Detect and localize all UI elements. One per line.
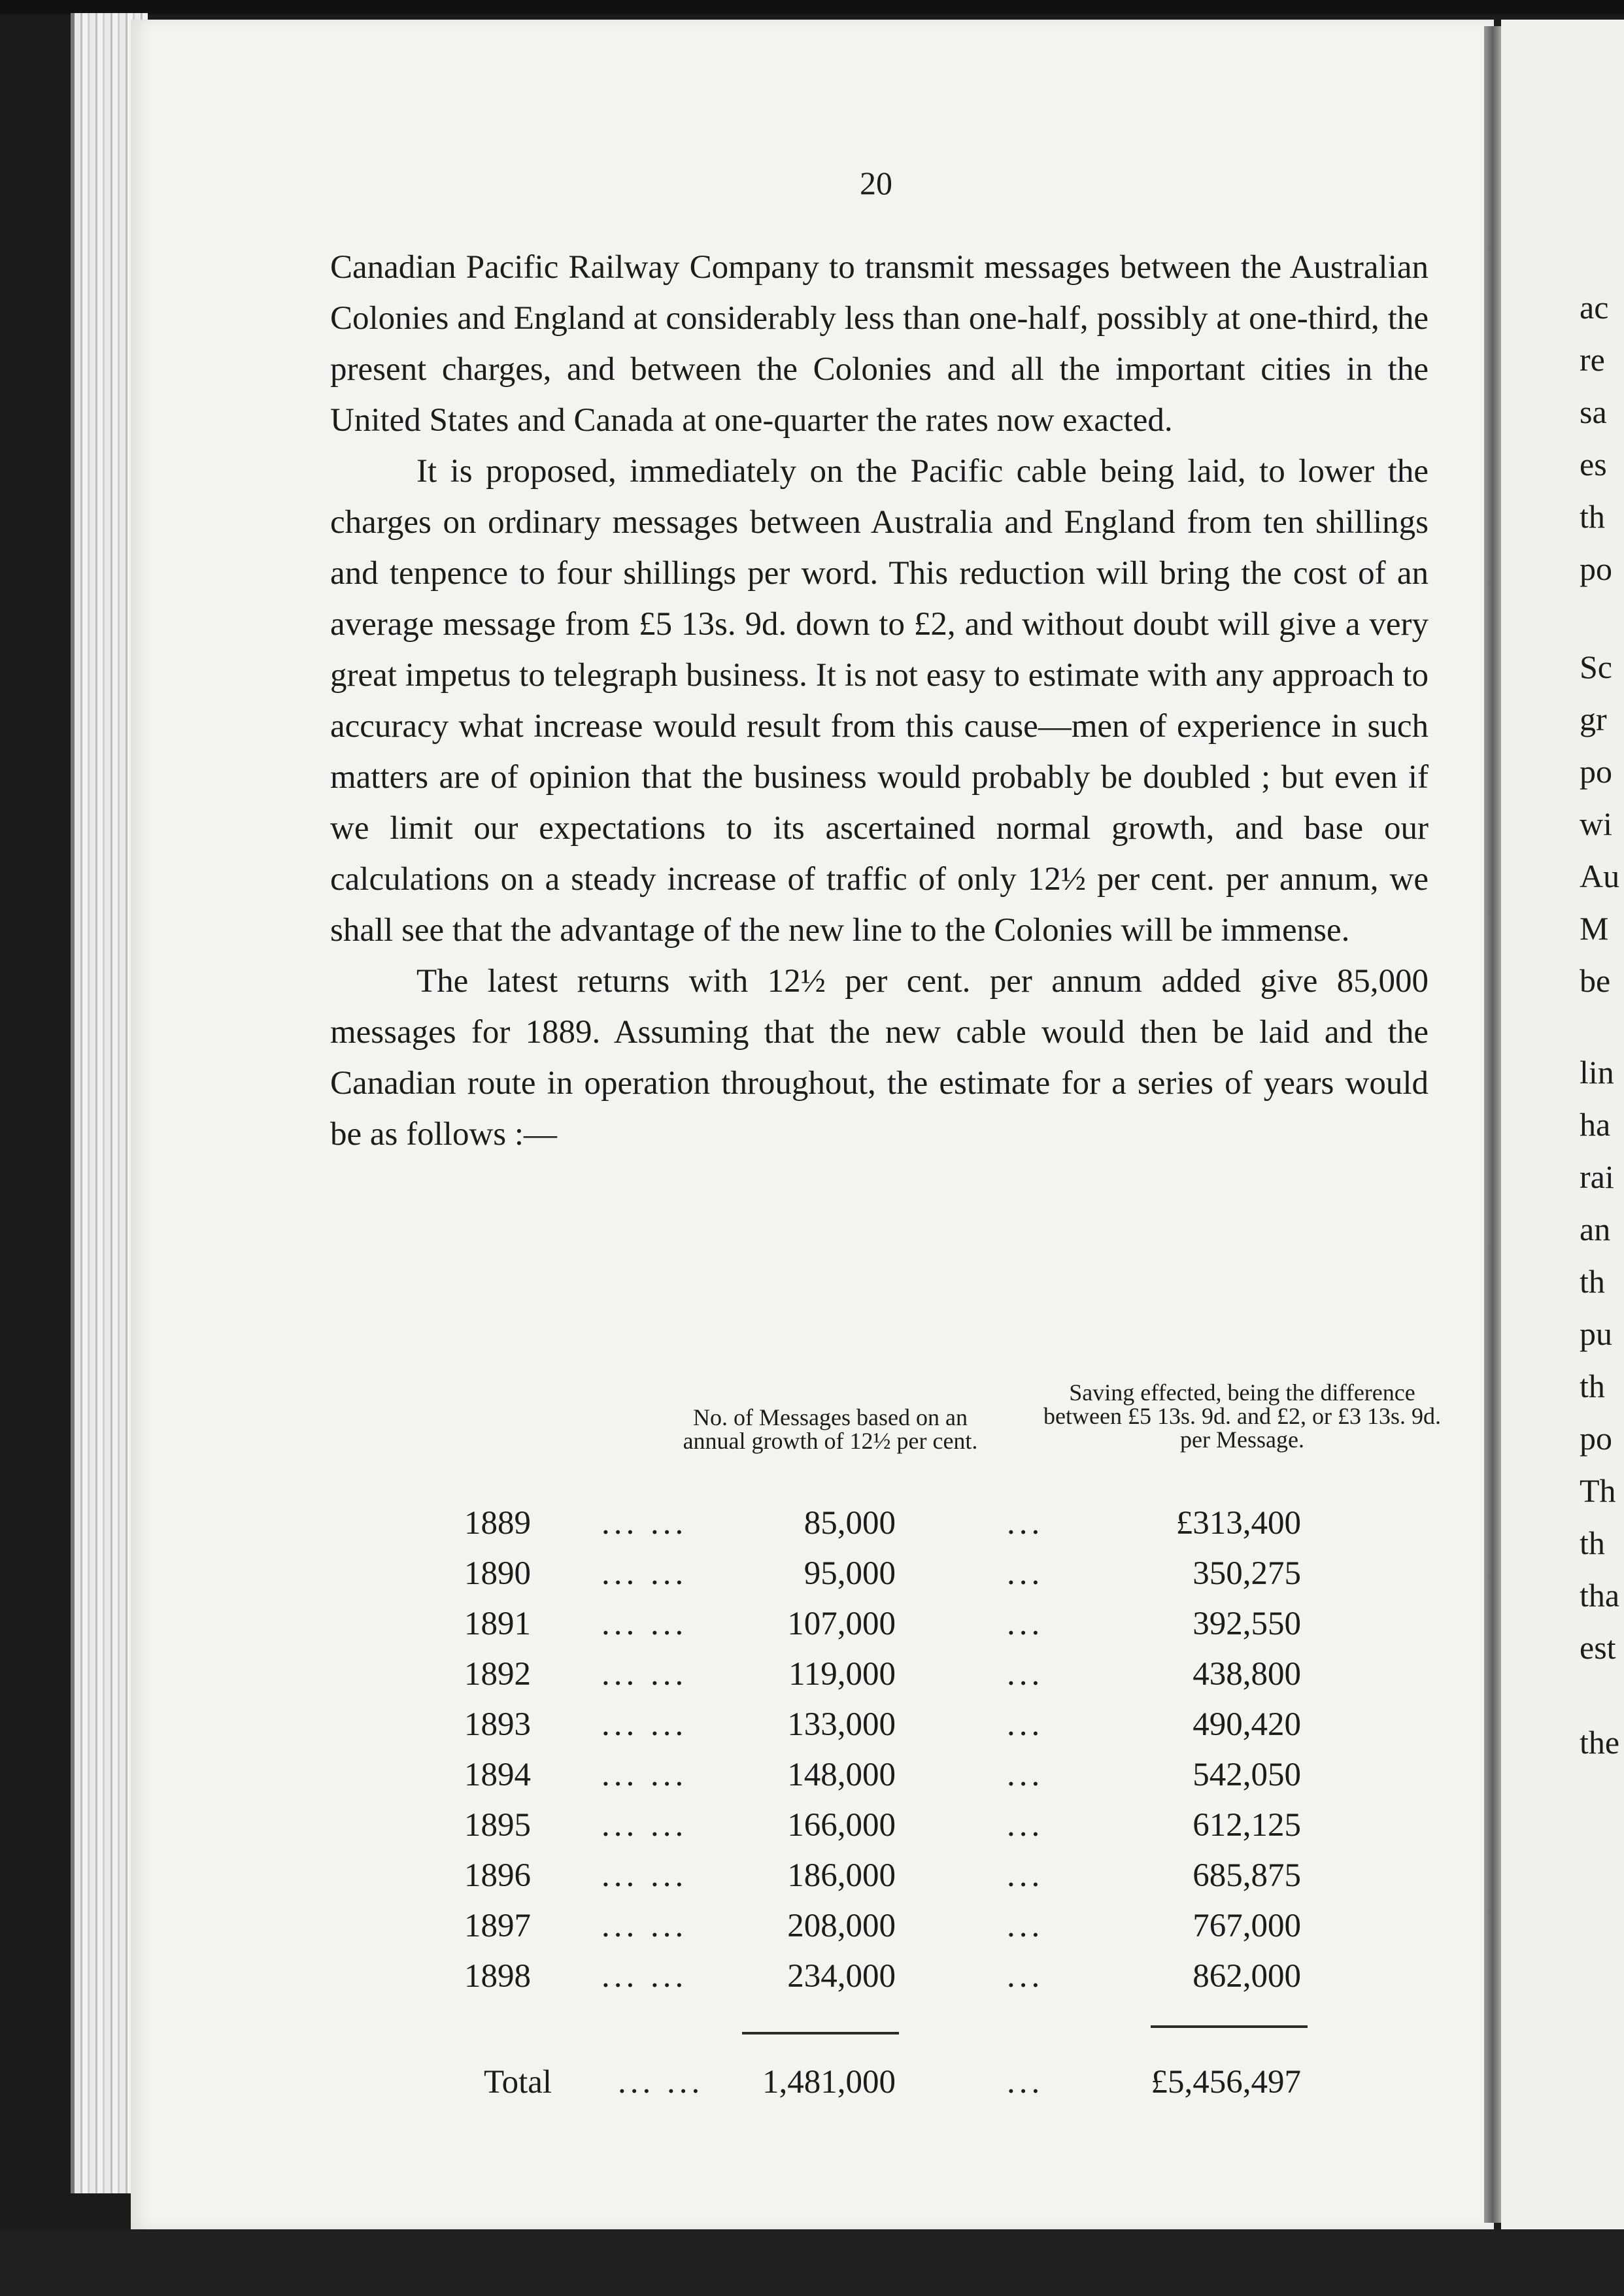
paragraph-2: It is proposed, immediately on the Pacific cable being laid, to lower the charges on ordinary messages between Australia and England from ten shillings and tenpence to four shillings per word. This reduction will bring the cost of an average message from £5 13s. 9d. down to £2, and without doubt will give a very great impetus to telegraph business. It is not easy to estimate with any approach to accuracy what increase would result from this cause—men of experience in such matters are of opinion that the business would probably be doubled ; but even if we limit our expectations to its ascertained normal growth, and base our calculations on a steady increase of traffic of only 12½ per cent. per annum, we shall see that the advantage of the new line to the Colonies will be immense.: [330, 453, 1429, 949]
messages-cell: 119,000: [788, 1656, 896, 1693]
messages-cell: 234,000: [787, 1958, 896, 1995]
total-label: Total: [484, 2064, 552, 2101]
saving-total-rule: [1151, 2025, 1308, 2028]
saving-cell: 438,800: [1193, 1656, 1301, 1693]
year-cell: 1890: [464, 1555, 531, 1592]
facing-page-fragment: po: [1580, 1420, 1612, 1457]
book-gutter: [1484, 26, 1501, 2223]
page-number: 20: [860, 165, 892, 201]
saving-cell: £313,400: [1176, 1505, 1301, 1542]
facing-page-fragment: re: [1580, 341, 1605, 378]
paragraph-3: The latest returns with 12½ per cent. per annum added give 85,000 messages for 1889. Assuming that the new cable would then be laid and the Canadian route in operation throughout, the estimate for a series of years would be as follows :—: [330, 963, 1429, 1153]
facing-page-fragment: th: [1580, 498, 1605, 535]
leader-dots: ...: [1007, 1656, 1044, 1693]
saving-cell: 542,050: [1193, 1757, 1301, 1793]
facing-page-fragment: wi: [1580, 805, 1612, 842]
facing-page-fragment: rai: [1580, 1158, 1614, 1195]
leader-dots: ... ...: [601, 1505, 688, 1542]
leader-dots: ... ...: [601, 1857, 688, 1894]
year-cell: 1898: [464, 1958, 531, 1995]
leader-dots: ...: [1007, 1807, 1044, 1844]
leader-dots: ... ...: [601, 1656, 688, 1693]
saving-cell: 767,000: [1193, 1908, 1301, 1944]
facing-page-fragment: tha: [1580, 1577, 1620, 1613]
leader-dots: ... ...: [601, 1807, 688, 1844]
facing-page-fragment: Th: [1580, 1472, 1616, 1509]
leader-dots: ...: [1007, 1857, 1044, 1894]
facing-page-fragment: an: [1580, 1211, 1611, 1247]
messages-cell: 186,000: [787, 1857, 896, 1894]
year-cell: 1897: [464, 1908, 531, 1944]
messages-total-rule: [742, 2032, 899, 2034]
facing-page-fragment: ha: [1580, 1106, 1611, 1143]
saving-cell: 685,875: [1193, 1857, 1301, 1894]
total-messages: 1,481,000: [762, 2064, 896, 2101]
messages-cell: 166,000: [787, 1807, 896, 1844]
year-cell: 1894: [464, 1757, 531, 1793]
leader-dots: ... ...: [601, 1958, 688, 1995]
facing-page-fragment: the: [1580, 1724, 1620, 1761]
messages-cell: 208,000: [787, 1908, 896, 1944]
leader-dots: ...: [1007, 1505, 1044, 1542]
saving-cell: 490,420: [1193, 1706, 1301, 1743]
facing-page-fragment: th: [1580, 1368, 1605, 1404]
messages-cell: 133,000: [787, 1706, 896, 1743]
leader-dots: ...: [1007, 1555, 1044, 1592]
facing-page-edge: [1501, 20, 1624, 2236]
saving-cell: 392,550: [1193, 1606, 1301, 1642]
facing-page-fragment: po: [1580, 550, 1612, 587]
facing-page-fragment: sa: [1580, 394, 1607, 430]
year-cell: 1893: [464, 1706, 531, 1743]
year-cell: 1896: [464, 1857, 531, 1894]
messages-cell: 148,000: [787, 1757, 896, 1793]
saving-cell: 350,275: [1193, 1555, 1301, 1592]
leader-dots: ...: [1007, 1606, 1044, 1642]
saving-column-header: Saving effected, being the difference between £5 13s. 9d. and £2, or £3 13s. 9d. per Message.: [1043, 1379, 1441, 1453]
leader-dots: ... ...: [601, 1555, 688, 1592]
body-text: [330, 242, 1429, 1160]
facing-page-fragment: th: [1580, 1525, 1605, 1561]
facing-page-fragment: lin: [1580, 1054, 1614, 1090]
saving-cell: 862,000: [1193, 1958, 1301, 1995]
year-cell: 1891: [464, 1606, 531, 1642]
year-cell: 1892: [464, 1656, 531, 1693]
facing-page-fragment: gr: [1580, 701, 1607, 737]
leader-dots: ... ...: [601, 1606, 688, 1642]
year-cell: 1889: [464, 1505, 531, 1542]
scan-bottom-edge: [0, 2229, 1624, 2296]
facing-page-fragment: pu: [1580, 1315, 1612, 1352]
leader-dots: ...: [1007, 1908, 1044, 1944]
leader-dots: ... ...: [601, 1706, 688, 1743]
facing-page-fragment: ac: [1580, 289, 1609, 326]
messages-cell: 95,000: [804, 1555, 896, 1592]
facing-page-fragment: M: [1580, 910, 1609, 947]
leader-dots: ...: [1007, 1757, 1044, 1793]
facing-page-fragment: es: [1580, 446, 1607, 482]
year-cell: 1895: [464, 1807, 531, 1844]
leader-dots: ...: [1007, 2064, 1044, 2101]
facing-page-fragment: th: [1580, 1263, 1605, 1300]
facing-page-fragment: est: [1580, 1629, 1616, 1666]
leader-dots: ... ...: [601, 1908, 688, 1944]
messages-column-header: No. of Messages based on an annual growth of 12½ per cent.: [683, 1404, 978, 1454]
scan-top-edge: [0, 0, 1624, 14]
facing-page-fragment: be: [1580, 962, 1611, 999]
leader-dots: ... ...: [618, 2064, 704, 2101]
leader-dots: ...: [1007, 1706, 1044, 1743]
leader-dots: ...: [1007, 1958, 1044, 1995]
total-saving: £5,456,497: [1151, 2064, 1301, 2101]
paragraph-1: Canadian Pacific Railway Company to transmit messages between the Australian Colonies and England at considerably less than one-half, possibly at one-third, the present charges, and between the Colonies and all the important cities in the United States and Canada at one-quarter the rates now exacted.: [330, 249, 1429, 439]
messages-cell: 107,000: [787, 1606, 896, 1642]
leader-dots: ... ...: [601, 1757, 688, 1793]
facing-page-fragment: po: [1580, 753, 1612, 790]
facing-page-fragment: Sc: [1580, 649, 1612, 685]
facing-page-fragment: Au: [1580, 858, 1620, 894]
saving-cell: 612,125: [1193, 1807, 1301, 1844]
messages-cell: 85,000: [804, 1505, 896, 1542]
